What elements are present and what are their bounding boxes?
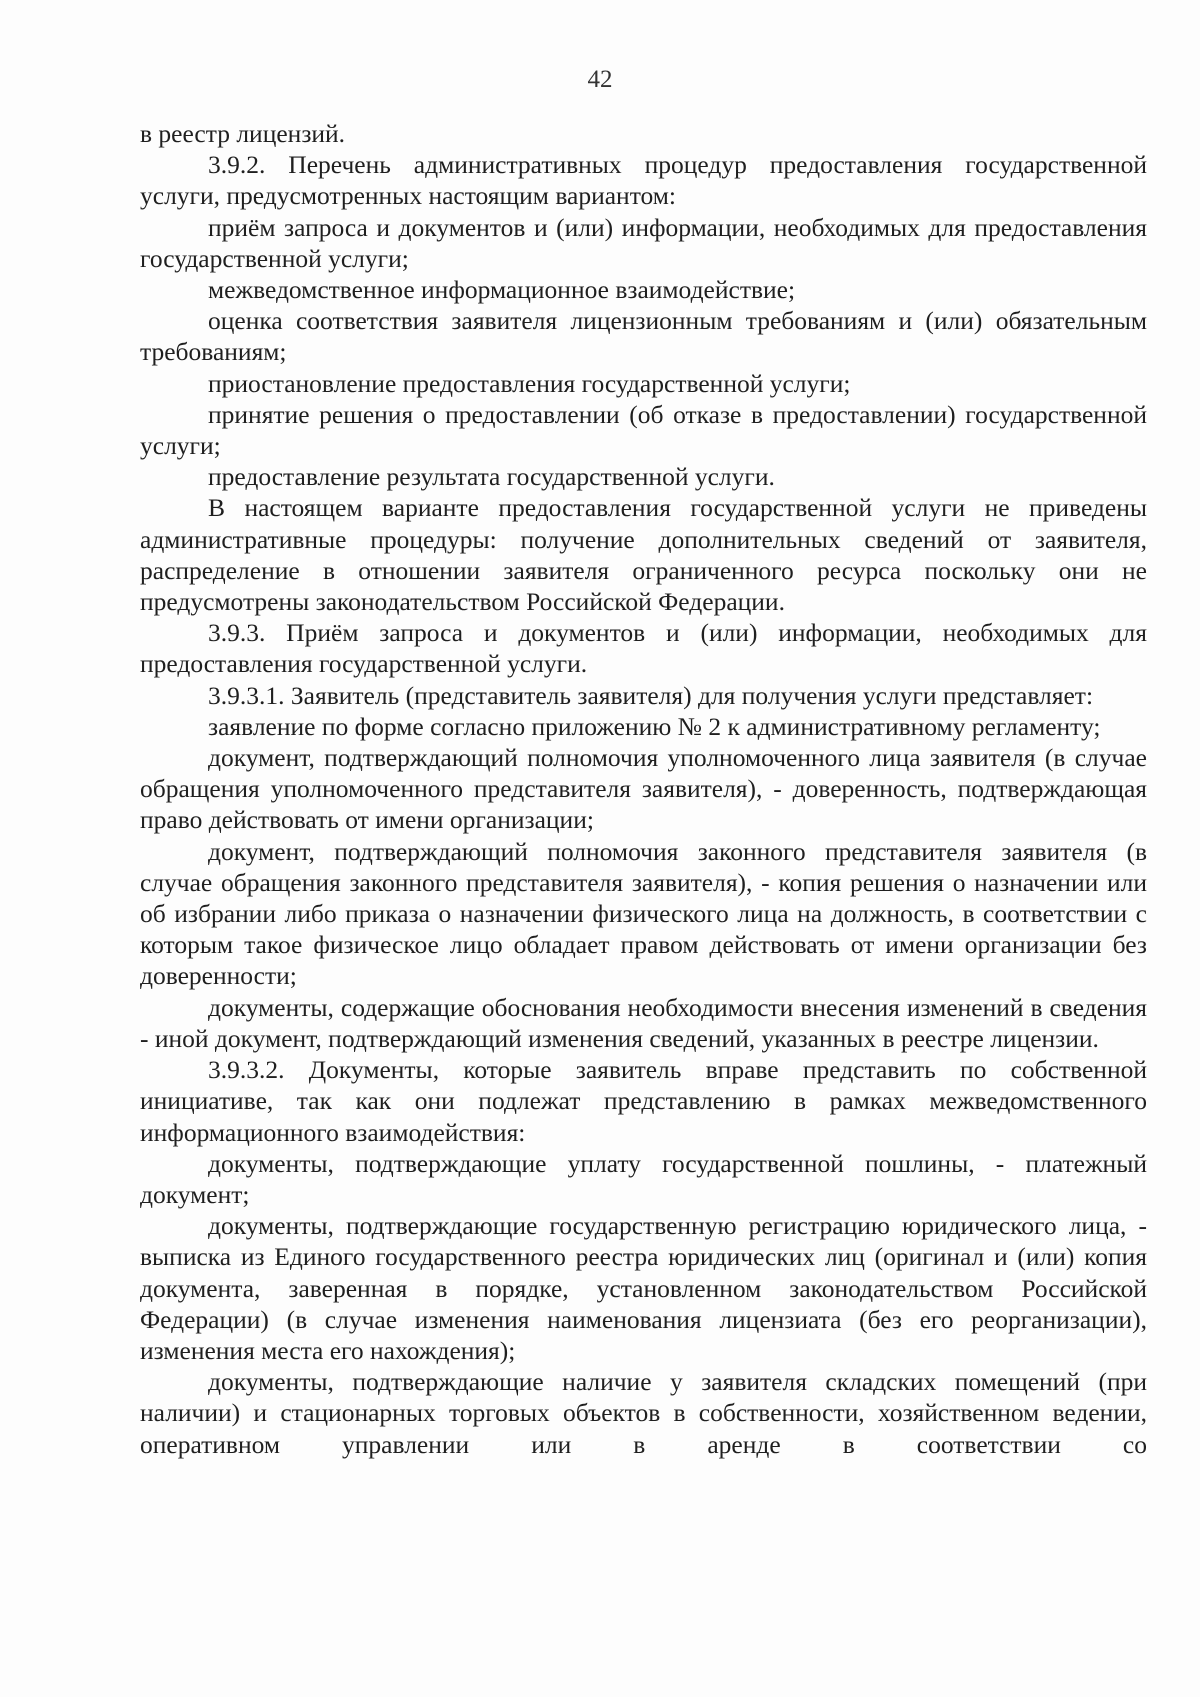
document-body — [140, 118, 1147, 1460]
paragraph: документы, содержащие обоснования необходимости внесения изменений в сведения - иной документ, подтверждающий изменения сведений, указанных в реестре лицензии. — [140, 992, 1147, 1053]
paragraph: 3.9.3.2. Документы, которые заявитель вправе представить по собственной инициативе, так как они подлежат представлению в рамках межведомственного информационного взаимодействия: — [140, 1055, 1147, 1147]
paragraph: документ, подтверждающий полномочия уполномоченного лица заявителя (в случае обращения уполномоченного представителя заявителя), - доверенность, подтверждающая право действовать от имени организации; — [140, 743, 1147, 835]
paragraph: 3.9.3. Приём запроса и документов и (или) информации, необходимых для предоставления государственной услуги. — [140, 618, 1147, 679]
paragraph: заявление по форме согласно приложению № 2 к административному регламенту; — [208, 711, 1101, 741]
paragraph: предоставление результата государственной услуги. — [208, 462, 775, 492]
paragraph: 3.9.3.1. Заявитель (представитель заявителя) для получения услуги представляет: — [208, 680, 1094, 710]
paragraph: В настоящем варианте предоставления государственной услуги не приведены административные процедуры: получение дополнительных сведений от заявителя, распределение в отношении заявителя ограниченного ресурса поскольку они не предусмотрены законодательством Российской Федерации. — [140, 493, 1147, 617]
paragraph: приём запроса и документов и (или) информации, необходимых для предоставления государственной услуги; — [140, 212, 1147, 273]
paragraph: документ, подтверждающий полномочия законного представителя заявителя (в случае обращения законного представителя заявителя), - копия решения о назначении или об избрании либо приказа о назначении физического лица на должность, в соответствии с которым такое физическое лицо обладает правом действовать от имени организации без доверенности; — [140, 836, 1147, 991]
paragraph: оценка соответствия заявителя лицензионным требованиям и (или) обязательным требованиям; — [140, 306, 1147, 367]
paragraph: документы, подтверждающие наличие у заявителя складских помещений (при наличии) и стационарных торговых объектов в собственности, хозяйственном ведении, оперативном управлении или в аренде в соответствии со — [140, 1367, 1147, 1459]
paragraph: документы, подтверждающие государственную регистрацию юридического лица, - выписка из Единого государственного реестра юридических лиц (оригинал и (или) копия документа, заверенная в порядке, установленном законодательством Российской Федерации) (в случае изменения наименования лицензиата (без его реорганизации), изменения места его нахождения); — [140, 1211, 1147, 1365]
paragraph: межведомственное информационное взаимодействие; — [208, 275, 796, 305]
paragraph: приостановление предоставления государственной услуги; — [208, 368, 851, 398]
paragraph: в реестр лицензий. — [140, 119, 346, 148]
paragraph: 3.9.2. Перечень административных процедур предоставления государственной услуги, предусмотренных настоящим вариантом: — [140, 150, 1147, 211]
paragraph: документы, подтверждающие уплату государственной пошлины, - платежный документ; — [140, 1148, 1147, 1209]
paragraph: принятие решения о предоставлении (об отказе в предоставлении) государственной услуги; — [140, 399, 1147, 461]
page-number: 42 — [587, 66, 613, 93]
